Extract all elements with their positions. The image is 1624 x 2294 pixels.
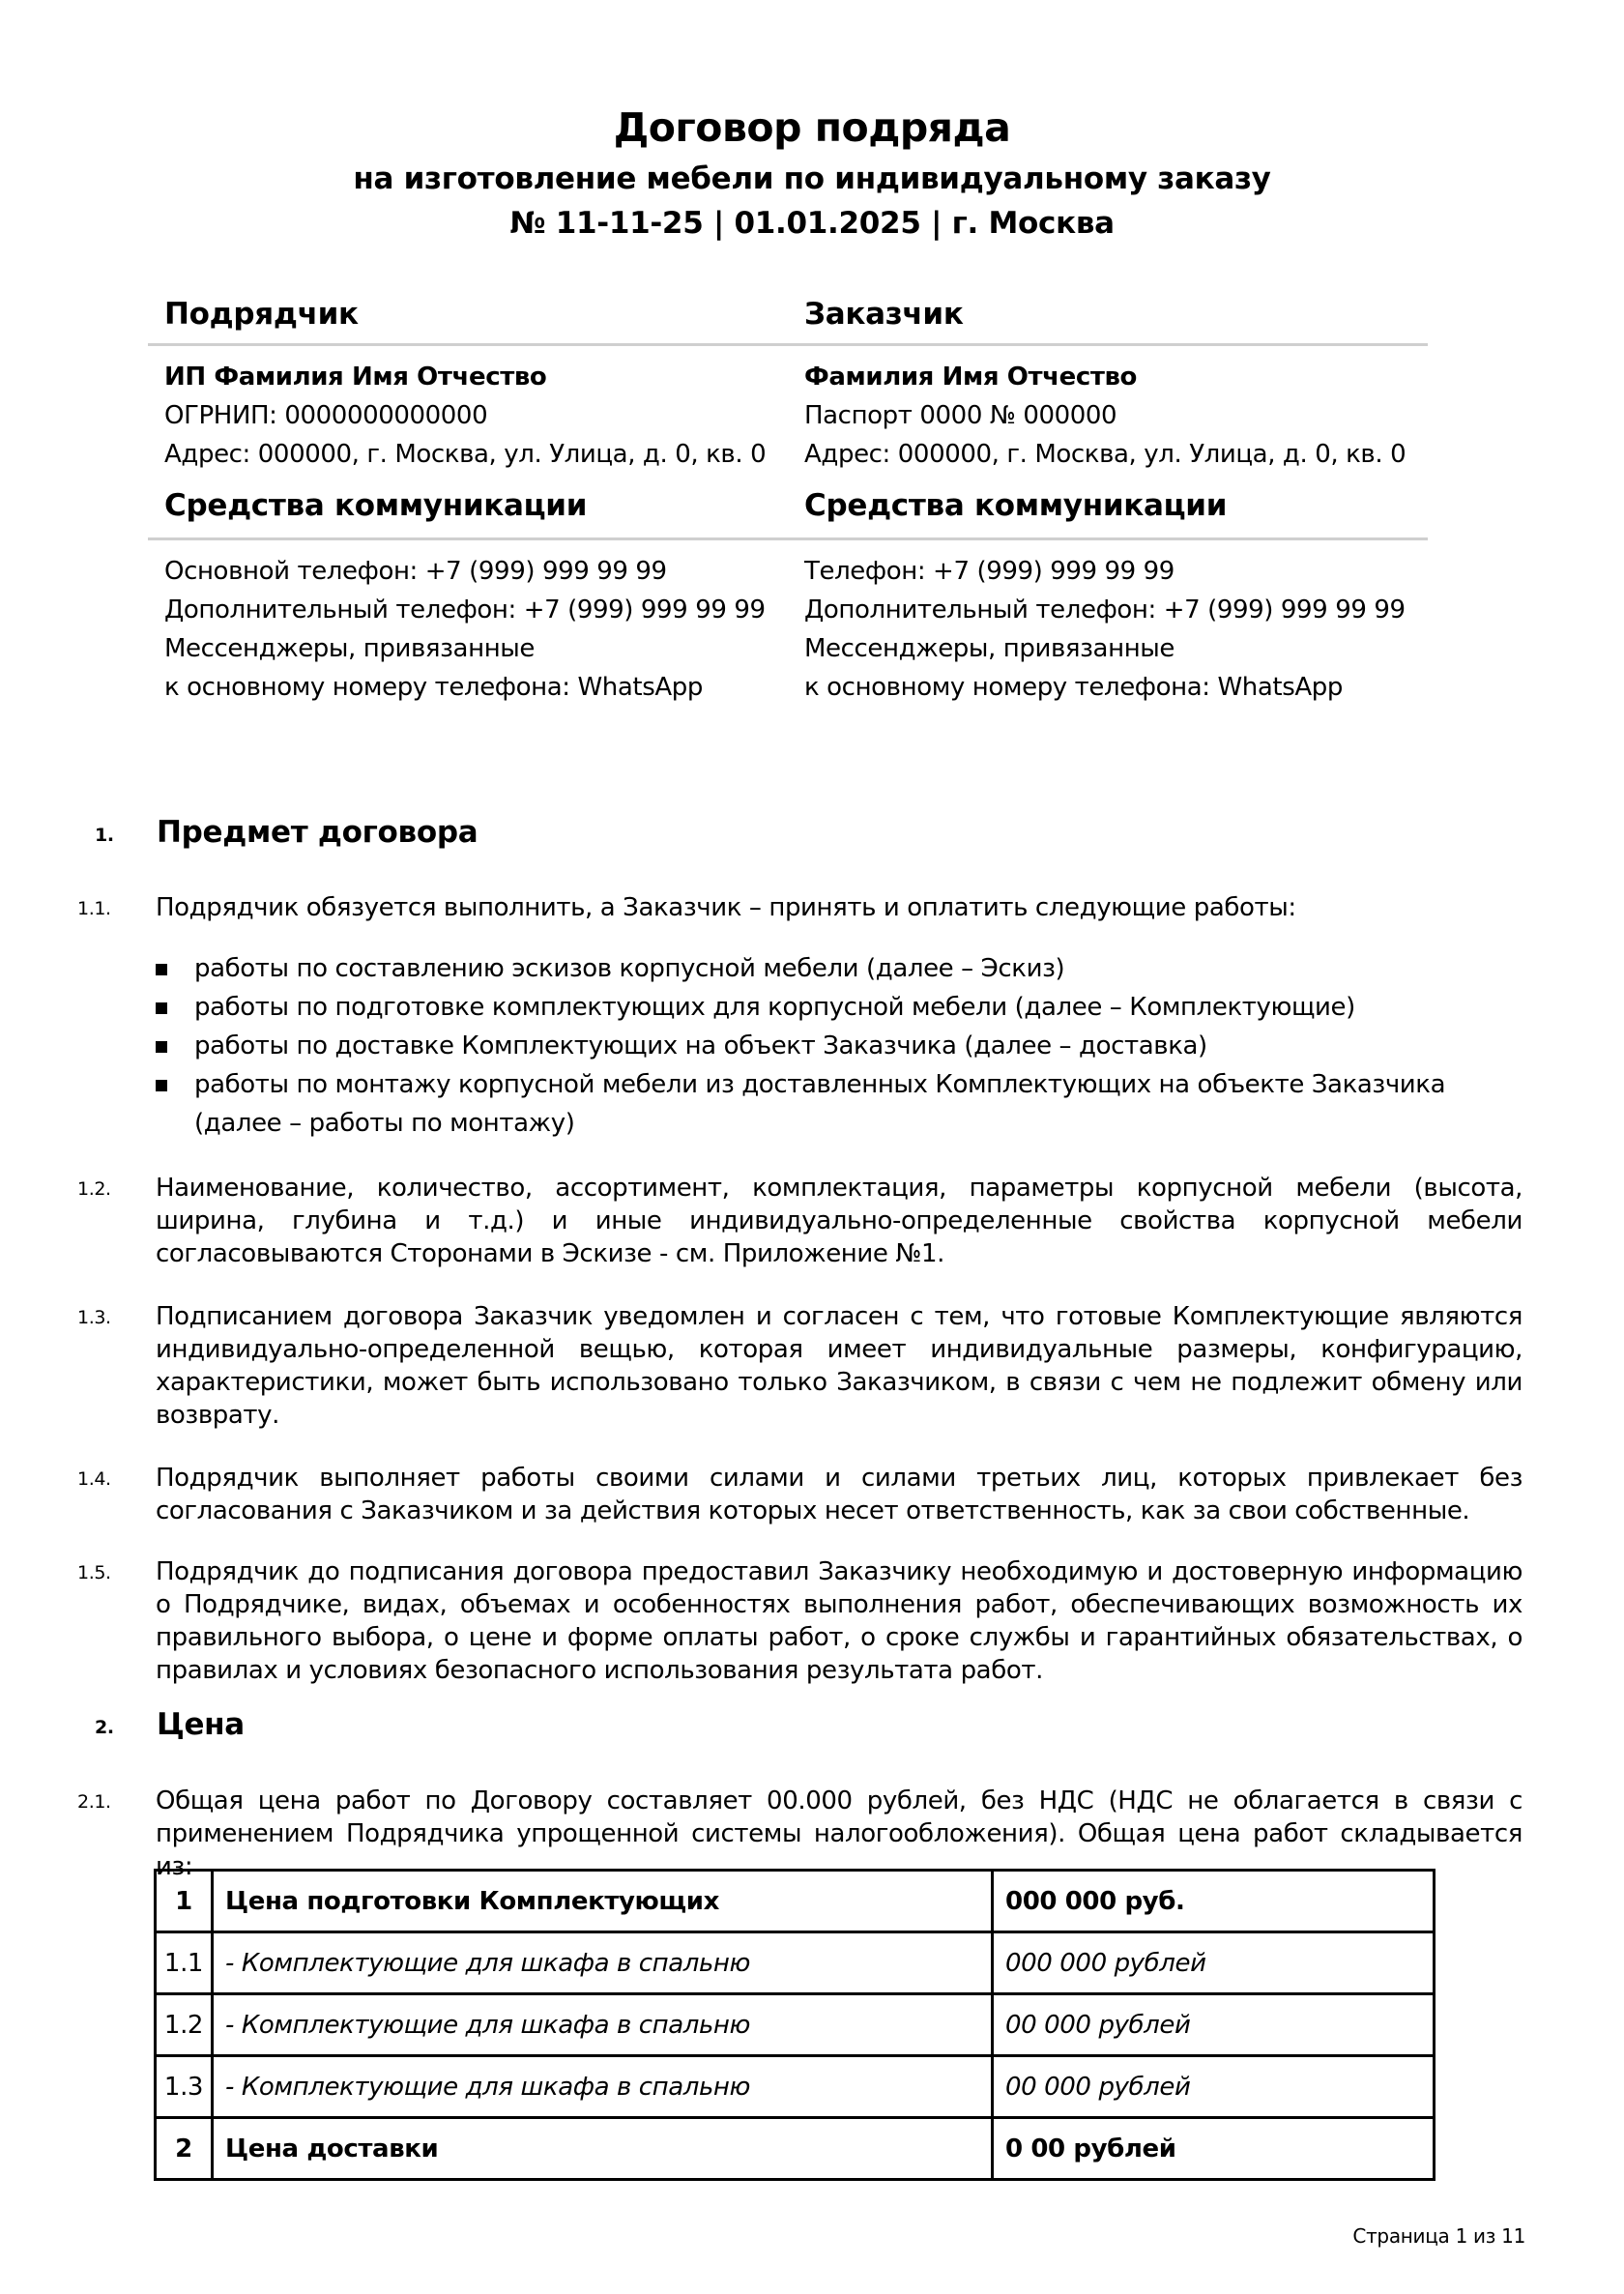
parties-heading-row <box>148 285 1429 474</box>
section-number: 1. <box>95 825 114 846</box>
bullet-square-icon <box>156 1041 167 1053</box>
contractor-details <box>148 346 788 474</box>
clause-number: 1.1. <box>77 898 111 919</box>
contractor-phone-extra: Дополнительный телефон: +7 (999) 999 99 99 <box>164 595 766 624</box>
contractor-communication <box>148 474 788 707</box>
list-item-text: работы по монтажу корпусной мебели из доставленных Комплектующих на объекте Заказчика (далее – работы по монтажу) <box>194 1070 1446 1138</box>
customer-passport: Паспорт 0000 № 000000 <box>804 401 1117 430</box>
contractor-contacts <box>148 540 788 707</box>
document-header <box>0 101 1624 246</box>
contractor-messengers-detail: к основному номеру телефона: WhatsApp <box>164 673 703 702</box>
price-table <box>154 1869 1436 2181</box>
row-number: 1 <box>156 1871 213 1932</box>
clause-text: Подрядчик обязуется выполнить, а Заказчик – принять и оплатить следующие работы: <box>156 893 1296 922</box>
row-description: - Комплектующие для шкафа в спальню <box>213 1932 993 1994</box>
section-number: 2. <box>95 1717 114 1738</box>
table-row <box>156 1994 1435 2056</box>
row-description: Цена доставки <box>213 2118 993 2180</box>
table-row <box>156 1932 1435 1994</box>
row-amount: 00 000 рублей <box>993 2056 1435 2118</box>
list-item-text: работы по подготовке комплектующих для корпусной мебели (далее – Комплектующие) <box>194 993 1355 1022</box>
row-amount: 00 000 рублей <box>993 1994 1435 2056</box>
document-title: Договор подряда <box>613 104 1011 151</box>
contractor-heading: Подрядчик <box>164 297 359 332</box>
contractor-name: ИП Фамилия Имя Отчество <box>164 363 547 392</box>
contractor-phone: Основной телефон: +7 (999) 999 99 99 <box>164 557 667 586</box>
row-number: 2 <box>156 2118 213 2180</box>
document-subtitle: на изготовление мебели по индивидуальному заказу <box>353 161 1271 196</box>
section-title: Предмет договора <box>157 815 478 850</box>
customer-column <box>788 285 1428 474</box>
customer-heading: Заказчик <box>804 297 964 332</box>
bullet-square-icon <box>156 1080 167 1091</box>
clause-number: 1.4. <box>77 1468 111 1490</box>
contractor-address: Адрес: 000000, г. Москва, ул. Улица, д. 0, кв. 0 <box>164 440 767 469</box>
clause-text: Подписанием договора Заказчик уведомлен и согласен с тем, что готовые Комплектующие являются индивидуально-определенной вещью, которая имеет индивидуальные размеры, конфигурацию, характеристики, может быть использовано только Заказчиком, в связи с чем не подлежит обмену или возврату. <box>156 1302 1522 1430</box>
clause-number: 2.1. <box>77 1791 111 1813</box>
contractor-messengers: Мессенджеры, привязанные <box>164 634 536 663</box>
clause-number: 1.5. <box>77 1562 111 1583</box>
row-number: 1.1 <box>156 1932 213 1994</box>
clause-text: Наименование, количество, ассортимент, комплектация, параметры корпусной мебели (высота, ширина, глубина и т.д.) и иные индивидуально-определенные свойства корпусной мебели согласовываются Сторонами в Эскизе - см. Приложение №1. <box>156 1174 1522 1268</box>
customer-comm-heading: Средства коммуникации <box>804 488 1228 523</box>
customer-address: Адрес: 000000, г. Москва, ул. Улица, д. 0, кв. 0 <box>804 440 1406 469</box>
contractor-comm-heading: Средства коммуникации <box>164 488 588 523</box>
section-title: Цена <box>157 1707 245 1742</box>
customer-communication <box>788 474 1428 707</box>
row-description: - Комплектующие для шкафа в спальню <box>213 2056 993 2118</box>
row-number: 1.2 <box>156 1994 213 2056</box>
customer-phone-extra: Дополнительный телефон: +7 (999) 999 99 99 <box>804 595 1406 624</box>
list-item-text: работы по составлению эскизов корпусной мебели (далее – Эскиз) <box>194 954 1065 983</box>
customer-messengers-detail: к основному номеру телефона: WhatsApp <box>804 673 1343 702</box>
parties-block <box>148 285 1429 707</box>
list-item-text: работы по доставке Комплектующих на объект Заказчика (далее – доставка) <box>194 1031 1207 1060</box>
row-description: - Комплектующие для шкафа в спальню <box>213 1994 993 2056</box>
bullet-square-icon <box>156 964 167 975</box>
table-row <box>156 1871 1435 1932</box>
clause-number: 1.3. <box>77 1307 111 1328</box>
row-amount: 000 000 руб. <box>993 1871 1435 1932</box>
row-amount: 000 000 рублей <box>993 1932 1435 1994</box>
customer-phone: Телефон: +7 (999) 999 99 99 <box>804 557 1174 586</box>
list-item <box>152 1065 1524 1143</box>
list-item <box>152 988 1524 1027</box>
clause-text: Подрядчик до подписания договора предоставил Заказчику необходимую и достоверную информацию о Подрядчике, видах, объемах и особенностях выполнения работ, обеспечивающих возможность их правильного выбора, о цене и форме оплаты работ, о сроке службы и гарантийных обязательствах, о правилах и условиях безопасного использования результата работ. <box>156 1557 1522 1685</box>
communication-row <box>148 474 1429 707</box>
document-number-date-city: № 11-11-25 | 01.01.2025 | г. Москва <box>509 206 1115 241</box>
customer-details <box>788 346 1428 474</box>
row-amount: 0 00 рублей <box>993 2118 1435 2180</box>
contractor-column <box>148 285 788 474</box>
list-item <box>152 1027 1524 1065</box>
clause-text: Общая цена работ по Договору составляет 00.000 рублей, без НДС (НДС не облагается в связи с применением Подрядчика упрощенной системы налогообложения). Общая цена работ складывается из: <box>156 1786 1522 1881</box>
customer-name: Фамилия Имя Отчество <box>804 363 1138 392</box>
contractor-ogrnip: ОГРНИП: 0000000000000 <box>164 401 488 430</box>
table-row <box>156 2118 1435 2180</box>
row-description: Цена подготовки Комплектующих <box>213 1871 993 1932</box>
table-row <box>156 2056 1435 2118</box>
page-number: Страница 1 из 11 <box>1352 2224 1525 2248</box>
works-list <box>152 949 1524 1143</box>
clause-text: Подрядчик выполняет работы своими силами и силами третьих лиц, которых привлекает без согласования с Заказчиком и за действия которых несет ответственность, как за свои собственные. <box>156 1464 1522 1525</box>
bullet-square-icon <box>156 1002 167 1014</box>
clause-number: 1.2. <box>77 1178 111 1200</box>
customer-messengers: Мессенджеры, привязанные <box>804 634 1175 663</box>
row-number: 1.3 <box>156 2056 213 2118</box>
customer-contacts <box>788 540 1428 707</box>
list-item <box>152 949 1524 988</box>
